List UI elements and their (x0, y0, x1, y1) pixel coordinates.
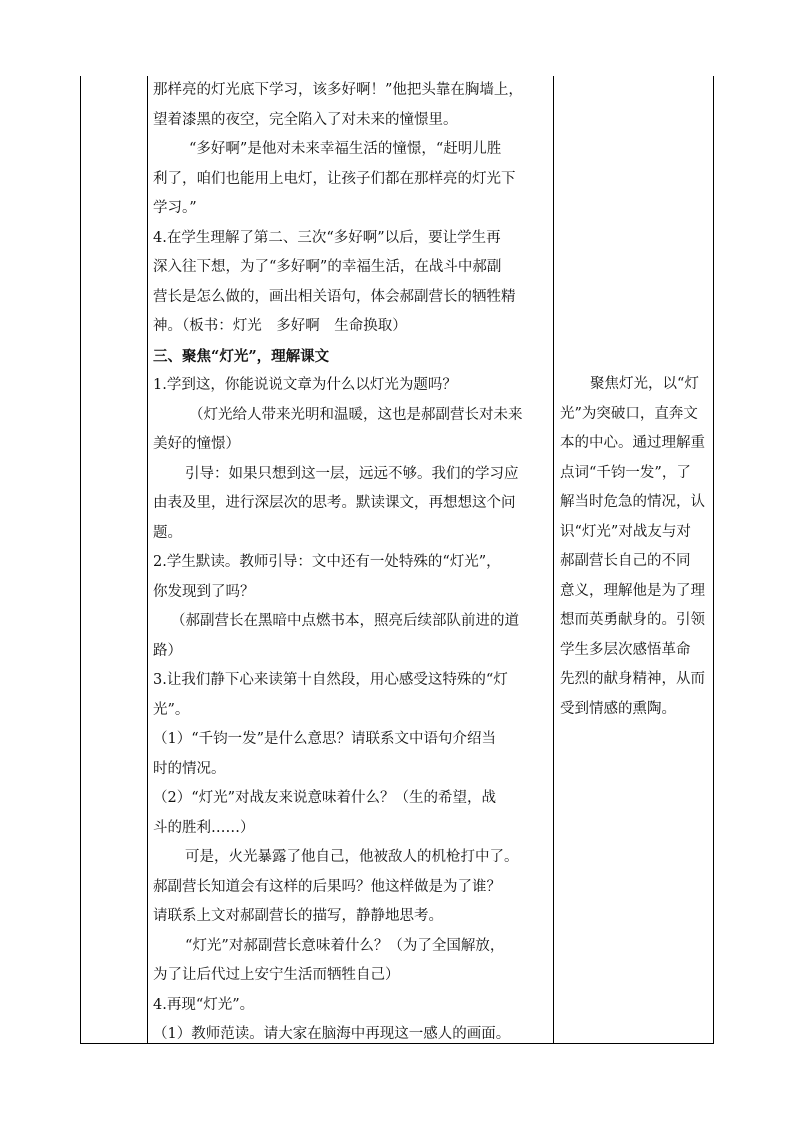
text-line: 3.让我们静下心来读第十自然段，用心感受这特殊的“灯 (153, 672, 508, 688)
note-line: 先烈的献身精神，从而 (560, 671, 705, 687)
text-line: 郝副营长知道会有这样的后果吗？他这样做是为了谁？ (153, 878, 501, 895)
text-line: （郝副营长在黑暗中点燃书本，照亮后续部队前进的道 (171, 613, 519, 629)
text-line: “多好啊”是他对未来幸福生活的憧憬，“赶明儿胜 (189, 141, 502, 157)
section-heading: 三、聚焦“灯光”，理解课文 (153, 347, 330, 365)
text-line: （2）“灯光”对战友来说意味着什么？（生的希望，战 (153, 790, 497, 806)
text-line: 深入往下想，为了“多好啊”的幸福生活，在战斗中郝副 (153, 259, 502, 275)
lesson-procedure-column (153, 76, 553, 1050)
design-intent-column (560, 370, 718, 724)
text-line: 美好的憧憬） (153, 436, 240, 452)
text-line: 光”。 (153, 701, 190, 718)
text-line: 请联系上文对郝副营长的描写，静静地思考。 (153, 908, 443, 924)
text-line: 为了让后代过上安宁生活而牺牲自己） (153, 967, 400, 983)
note-line: 本的中心。通过理解重 (560, 435, 705, 451)
note-line: 受到情感的熏陶。 (560, 700, 676, 717)
text-line: 引导：如果只想到这一层，远远不够。我们的学习应 (185, 465, 519, 482)
table-divider-left (147, 76, 148, 1044)
note-line: 想而英勇献身的。引领 (560, 612, 705, 628)
text-line: （1）教师范读。请大家在脑海中再现这一感人的画面。 (153, 1026, 511, 1042)
text-line: 望着漆黑的夜空，完全陷入了对未来的憧憬里。 (153, 111, 458, 128)
text-line: 你发现到了吗？ (153, 583, 255, 600)
text-line: 学习。” (153, 200, 197, 216)
text-line: 斗的胜利……） (153, 819, 255, 836)
note-line: 聚焦灯光，以“灯 (590, 376, 699, 392)
note-line: 学生多层次感悟革命 (560, 641, 691, 658)
text-line: （1）“千钧一发”是什么意思？请联系文中语句介绍当 (153, 731, 497, 747)
text-line: 题。 (153, 524, 182, 541)
table-left-border (80, 76, 81, 1044)
note-line: 意义，理解他是为了理 (560, 582, 705, 599)
text-line: “灯光”对郝副营长意味着什么？（为了全国解放， (185, 937, 505, 954)
text-line: 营长是怎么做的，画出相关语句，体会郝副营长的牺牲精 (153, 288, 516, 305)
text-line: 2.学生默读。教师引导：文中还有一处特殊的“灯光”， (153, 554, 501, 570)
text-line: 利了，咱们也能用上电灯，让孩子们都在那样亮的灯光下 (153, 170, 516, 187)
note-line: 识“灯光”对战友与对 (560, 523, 691, 540)
text-line: 1.学到这，你能说说文章为什么以灯光为题吗？ (153, 377, 457, 393)
text-line: 由表及里，进行深层次的思考。默读课文，再想想这个问 (153, 495, 516, 511)
note-line: 光”为突破口，直奔文 (560, 405, 698, 422)
text-line: （灯光给人带来光明和温暖，这也是郝副营长对未来 (189, 406, 523, 423)
text-line: 可是，火光暴露了他自己，他被敌人的机枪打中了。 (185, 849, 519, 865)
table-divider-right (553, 76, 554, 1044)
note-line: 点词“千钧一发”，了 (560, 464, 691, 481)
text-line: 那样亮的灯光底下学习，该多好啊！”他把头靠在胸墙上， (153, 82, 523, 98)
text-line: 路） (153, 642, 182, 659)
text-line: 4.在学生理解了第二、三次“多好啊”以后，要让学生再 (153, 229, 501, 246)
note-line: 解当时危急的情况，认 (560, 494, 705, 510)
text-line: 时的情况。 (153, 760, 226, 777)
note-line: 郝副营长自己的不同 (560, 553, 691, 569)
text-line: 神。（板书：灯光 多好啊 生命换取） (153, 318, 407, 334)
text-line: 4.再现“灯光”。 (153, 996, 255, 1013)
